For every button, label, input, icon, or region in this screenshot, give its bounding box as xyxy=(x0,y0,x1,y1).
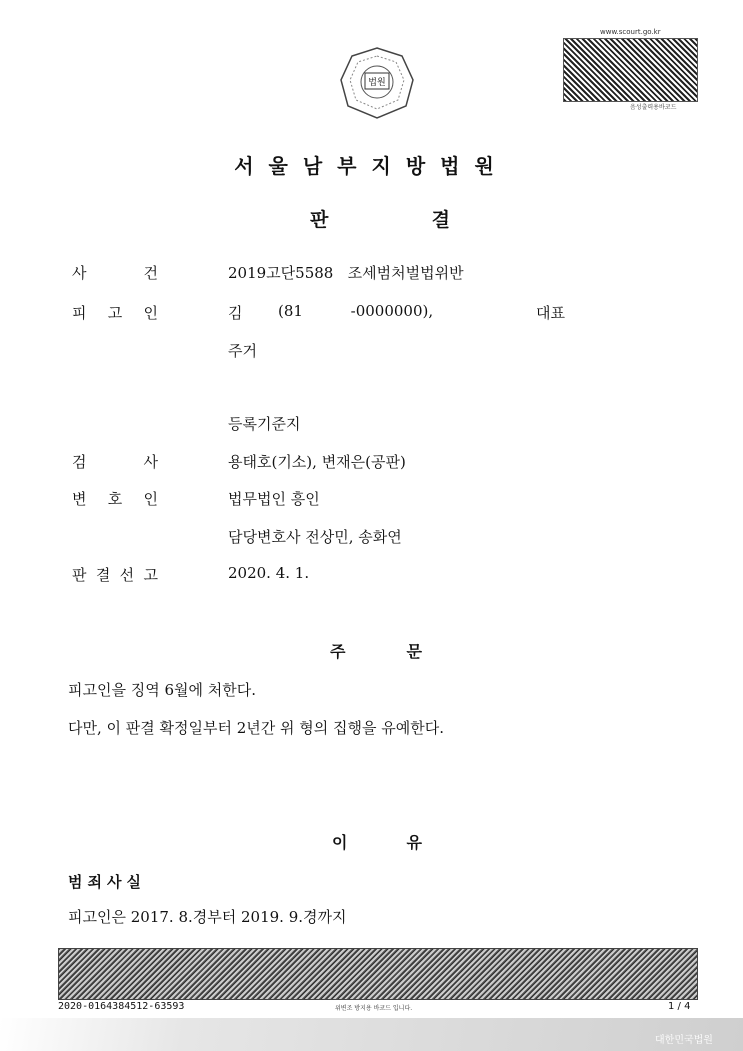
qr-caption: 음성출력용바코드 xyxy=(630,104,677,111)
anti-forgery-barcode xyxy=(58,948,698,1000)
prosecutor-names: 용태호(기소), 변재은(공판) xyxy=(228,453,406,471)
sentence-date-label: 판 결 선 고 xyxy=(72,566,158,584)
defendant-label: 피 고 인 xyxy=(72,304,158,322)
crime-facts-heading: 범죄사실 xyxy=(68,873,146,891)
page-indicator: 1 / 4 xyxy=(668,1001,691,1012)
law-firm: 법무법인 흥인 xyxy=(228,490,320,508)
doc-title-char: 판 xyxy=(310,209,329,231)
order-heading: 주 문 xyxy=(330,642,422,661)
barcode-note: 위변조 방지용 바코드 입니다. xyxy=(335,1005,413,1012)
defendant-name: 김 xyxy=(228,304,243,322)
doc-title xyxy=(310,205,450,232)
court-name: 서울남부지방법원 xyxy=(234,154,509,178)
order-line: 다만, 이 판결 확정일부터 2년간 위 형의 집행을 유예한다. xyxy=(68,719,445,737)
crime-facts-text: 피고인은 2017. 8.경부터 2019. 9.경까지 xyxy=(68,908,347,926)
court-emblem xyxy=(338,44,416,122)
defendant-role: 대표 xyxy=(536,304,565,322)
registered-domicile-label: 등록기준지 xyxy=(228,415,301,433)
doc-title-char: 결 xyxy=(431,209,450,231)
publisher-name: 대한민국법원 xyxy=(655,1035,713,1046)
qr-code xyxy=(563,38,698,102)
footer-band xyxy=(0,1018,743,1051)
document-number: 2020-0164384512-63593 xyxy=(58,1001,185,1012)
reason-heading: 이 유 xyxy=(332,833,422,852)
sentence-date: 2020. 4. 1. xyxy=(228,564,310,582)
defendant-id: (81 -0000000), xyxy=(278,302,434,320)
order-line: 피고인을 징역 6월에 처한다. xyxy=(68,681,257,699)
case-number: 2019고단5588 조세범처벌법위반 xyxy=(228,264,464,282)
qr-url: www.scourt.go.kr xyxy=(600,28,661,36)
prosecutor-label: 검 사 xyxy=(72,453,158,471)
court-emblem-text: 법원 xyxy=(368,78,386,88)
lawyers-in-charge: 담당변호사 전상민, 송화연 xyxy=(228,528,402,546)
residence-label: 주거 xyxy=(228,342,257,360)
counsel-label: 변 호 인 xyxy=(72,490,158,508)
case-label: 사 건 xyxy=(72,264,158,282)
